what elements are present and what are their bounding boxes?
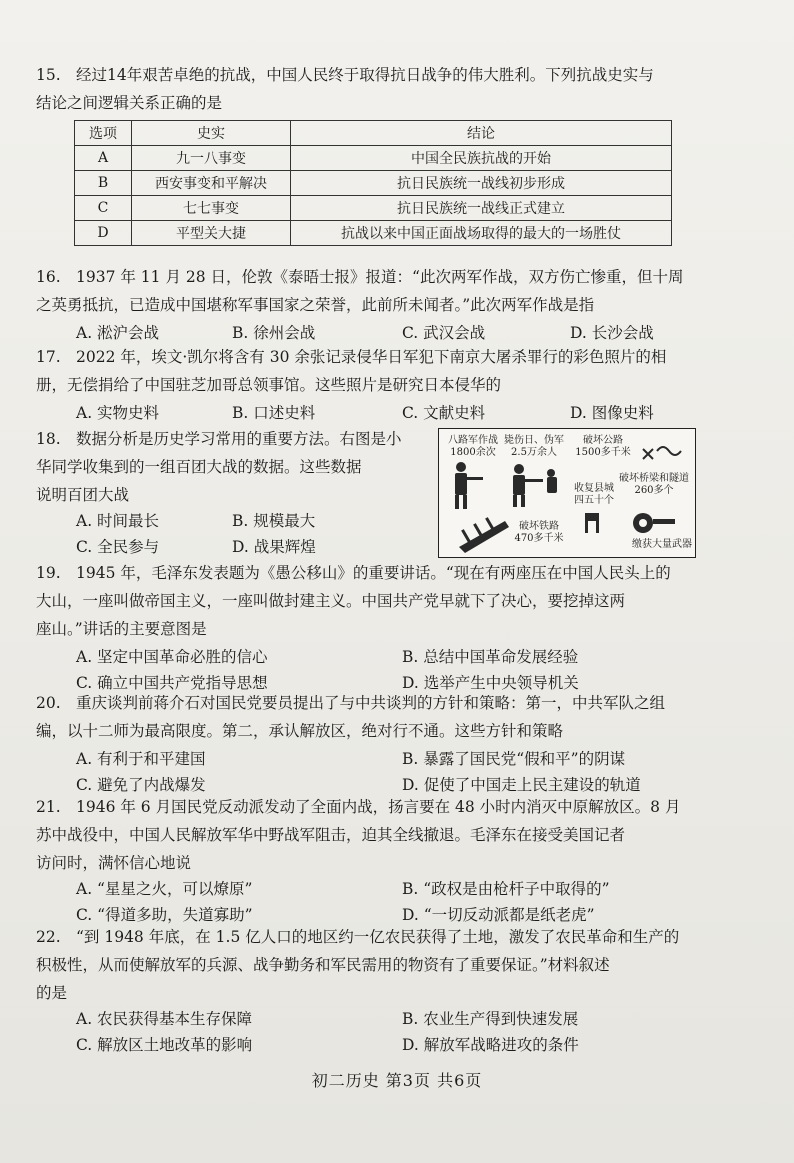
question-number: 21. <box>36 798 61 816</box>
option-b[interactable]: B. 规模最大 <box>232 512 316 530</box>
question-17 <box>36 344 716 428</box>
question-number: 19. <box>36 564 61 582</box>
railway-icon <box>459 517 509 553</box>
stat-label: 收复县城 <box>574 483 614 494</box>
stat-value: 1800余次 <box>450 447 496 458</box>
question-number: 22. <box>36 928 61 946</box>
page-footer: 初二历史 第3页 共6页 <box>311 1071 483 1090</box>
option-c[interactable]: C. 全民参与 <box>76 538 160 556</box>
option-c[interactable]: C. 文献史料 <box>402 404 486 422</box>
option-a[interactable]: A. 时间最长 <box>76 512 160 530</box>
option-a[interactable]: A. “星星之火，可以燎原” <box>76 880 253 898</box>
option-d[interactable]: D. 解放军战略进攻的条件 <box>402 1036 579 1054</box>
question-number: 15. <box>36 66 61 84</box>
question-text-line: 经过14年艰苦卓绝的抗战，中国人民终于取得抗日战争的伟大胜利。下列抗战史实与 <box>76 66 654 84</box>
stat-value: 470多千米 <box>514 533 564 544</box>
town-gate-icon <box>585 513 599 533</box>
combat-soldiers-icon <box>513 464 557 507</box>
question-22 <box>36 924 716 1060</box>
table-row <box>75 221 672 246</box>
option-b[interactable]: B. 徐州会战 <box>232 324 316 342</box>
road-destroyed-icon <box>643 447 681 459</box>
table-cell: 九一八事变 <box>132 146 291 171</box>
table-cell: D <box>75 221 132 246</box>
question-number: 17. <box>36 348 61 366</box>
stat-value: 1500多千米 <box>575 447 631 458</box>
table-header-row <box>75 121 672 146</box>
option-b[interactable]: B. 暴露了国民党“假和平”的阴谋 <box>402 750 626 768</box>
option-b[interactable]: B. “政权是由枪杆子中取得的” <box>402 880 610 898</box>
question-text-line: 册，无偿捐给了中国驻芝加哥总领事馆。这些照片是研究日本侵华的 <box>36 376 502 394</box>
question-21 <box>36 794 716 930</box>
question-text-line: 1946 年 6 月国民党反动派发动了全面内战，扬言要在 48 小时内消灭中原解放区。8 月 <box>76 798 681 816</box>
option-d[interactable]: D. 图像史料 <box>570 404 654 422</box>
option-d[interactable]: D. “一切反动派都是纸老虎” <box>402 906 595 924</box>
table-row <box>75 196 672 221</box>
stat-value: 2.5万余人 <box>511 447 557 458</box>
table-row <box>75 146 672 171</box>
stat-label: 毙伤日、伪军 <box>504 435 564 446</box>
soldier-icon <box>455 462 483 509</box>
question-text-line: 数据分析是历史学习常用的重要方法。右图是小 <box>76 430 402 448</box>
table-cell: 抗日民族统一战线正式建立 <box>291 196 672 221</box>
table-cell: A <box>75 146 132 171</box>
stat-value: 260多个 <box>634 485 674 496</box>
facts-table <box>74 120 672 246</box>
question-19 <box>36 560 716 696</box>
question-18 <box>36 426 436 556</box>
table-cell: 七七事变 <box>132 196 291 221</box>
question-number: 18. <box>36 430 61 448</box>
option-d[interactable]: D. 选举产生中央领导机关 <box>402 674 579 692</box>
question-15 <box>36 62 716 118</box>
question-text-line: 2022 年，埃文·凯尔将含有 30 余张记录侵华日军犯下南京大屠杀罪行的彩色照片的相 <box>76 348 667 366</box>
question-text-line: “到 1948 年底，在 1.5 亿人口的地区约一亿农民获得了土地，激发了农民革命和生产的 <box>76 928 680 946</box>
option-b[interactable]: B. 农业生产得到快速发展 <box>402 1010 579 1028</box>
hundred-regiments-figure <box>438 428 696 558</box>
stat-label: 八路军作战 <box>448 435 498 446</box>
question-text-line: 1937 年 11 月 28 日，伦敦《泰晤士报》报道：“此次两军作战，双方伤亡惨重，但十周 <box>76 268 684 286</box>
option-a[interactable]: A. 淞沪会战 <box>76 324 160 342</box>
option-a[interactable]: A. 农民获得基本生存保障 <box>76 1010 253 1028</box>
stat-label: 破坏铁路 <box>519 521 559 532</box>
option-a[interactable]: A. 实物史料 <box>76 404 160 422</box>
table-cell: 抗战以来中国正面战场取得的最大的一场胜仗 <box>291 221 672 246</box>
question-20 <box>36 690 716 800</box>
question-text-line: 说明百团大战 <box>36 486 130 504</box>
question-text-line: 华同学收集到的一组百团大战的数据。这些数据 <box>36 458 362 476</box>
table-row <box>75 171 672 196</box>
stat-label: 缴获大量武器 <box>632 539 692 550</box>
table-header: 史实 <box>132 121 291 146</box>
stat-label: 破坏公路 <box>583 435 623 446</box>
question-text-line: 苏中战役中，中国人民解放军华中野战军阻击，迫其全线撤退。毛泽东在接受美国记者 <box>36 826 626 844</box>
stat-label: 破坏桥梁和隧道 <box>619 473 689 484</box>
question-16 <box>36 264 716 348</box>
table-header: 选项 <box>75 121 132 146</box>
question-text-line: 1945 年，毛泽东发表题为《愚公移山》的重要讲话。“现在有两座压在中国人民头上的 <box>76 564 671 582</box>
stat-value: 四五十个 <box>574 495 614 506</box>
table-cell: 平型关大捷 <box>132 221 291 246</box>
option-c[interactable]: C. 确立中国共产党指导思想 <box>76 674 268 692</box>
figure-illustrations <box>439 429 695 557</box>
table-cell: C <box>75 196 132 221</box>
question-text-line: 重庆谈判前蒋介石对国民党要员提出了与中共谈判的方针和策略：第一，中共军队之组 <box>76 694 666 712</box>
option-a[interactable]: A. 有利于和平建国 <box>76 750 206 768</box>
question-text-line: 积极性，从而使解放军的兵源、战争勤务和军民需用的物资有了重要保证。”材料叙述 <box>36 956 610 974</box>
question-number: 20. <box>36 694 61 712</box>
table-cell: 抗日民族统一战线初步形成 <box>291 171 672 196</box>
question-text-line: 之英勇抵抗，已造成中国堪称军事国家之荣誉，此前所未闻者。”此次两军作战是指 <box>36 296 595 314</box>
option-c[interactable]: C. 解放区土地改革的影响 <box>76 1036 253 1054</box>
option-d[interactable]: D. 促使了中国走上民主建设的轨道 <box>402 776 641 794</box>
question-text-line: 结论之间逻辑关系正确的是 <box>36 94 223 112</box>
question-text-line: 的是 <box>36 984 68 1002</box>
option-b[interactable]: B. 总结中国革命发展经验 <box>402 648 579 666</box>
question-text-line: 编，以十二师为最高限度。第二，承认解放区，绝对行不通。这些方针和策略 <box>36 722 564 740</box>
option-c[interactable]: C. 武汉会战 <box>402 324 486 342</box>
question-text-line: 大山，一座叫做帝国主义，一座叫做封建主义。中国共产党早就下了决心，要挖掉这两 <box>36 592 626 610</box>
table-header: 结论 <box>291 121 672 146</box>
table-cell: B <box>75 171 132 196</box>
option-a[interactable]: A. 坚定中国革命必胜的信心 <box>76 648 268 666</box>
question-number: 16. <box>36 268 61 286</box>
table-cell: 中国全民族抗战的开始 <box>291 146 672 171</box>
weapons-icon <box>633 513 675 533</box>
question-text-line: 访问时，满怀信心地说 <box>36 854 192 872</box>
option-d[interactable]: D. 长沙会战 <box>570 324 654 342</box>
option-b[interactable]: B. 口述史料 <box>232 404 316 422</box>
option-c[interactable]: C. “得道多助，失道寡助” <box>76 906 253 924</box>
question-text-line: 座山。”讲话的主要意图是 <box>36 620 207 638</box>
option-d[interactable]: D. 战果辉煌 <box>232 538 316 556</box>
table-cell: 西安事变和平解决 <box>132 171 291 196</box>
option-c[interactable]: C. 避免了内战爆发 <box>76 776 206 794</box>
